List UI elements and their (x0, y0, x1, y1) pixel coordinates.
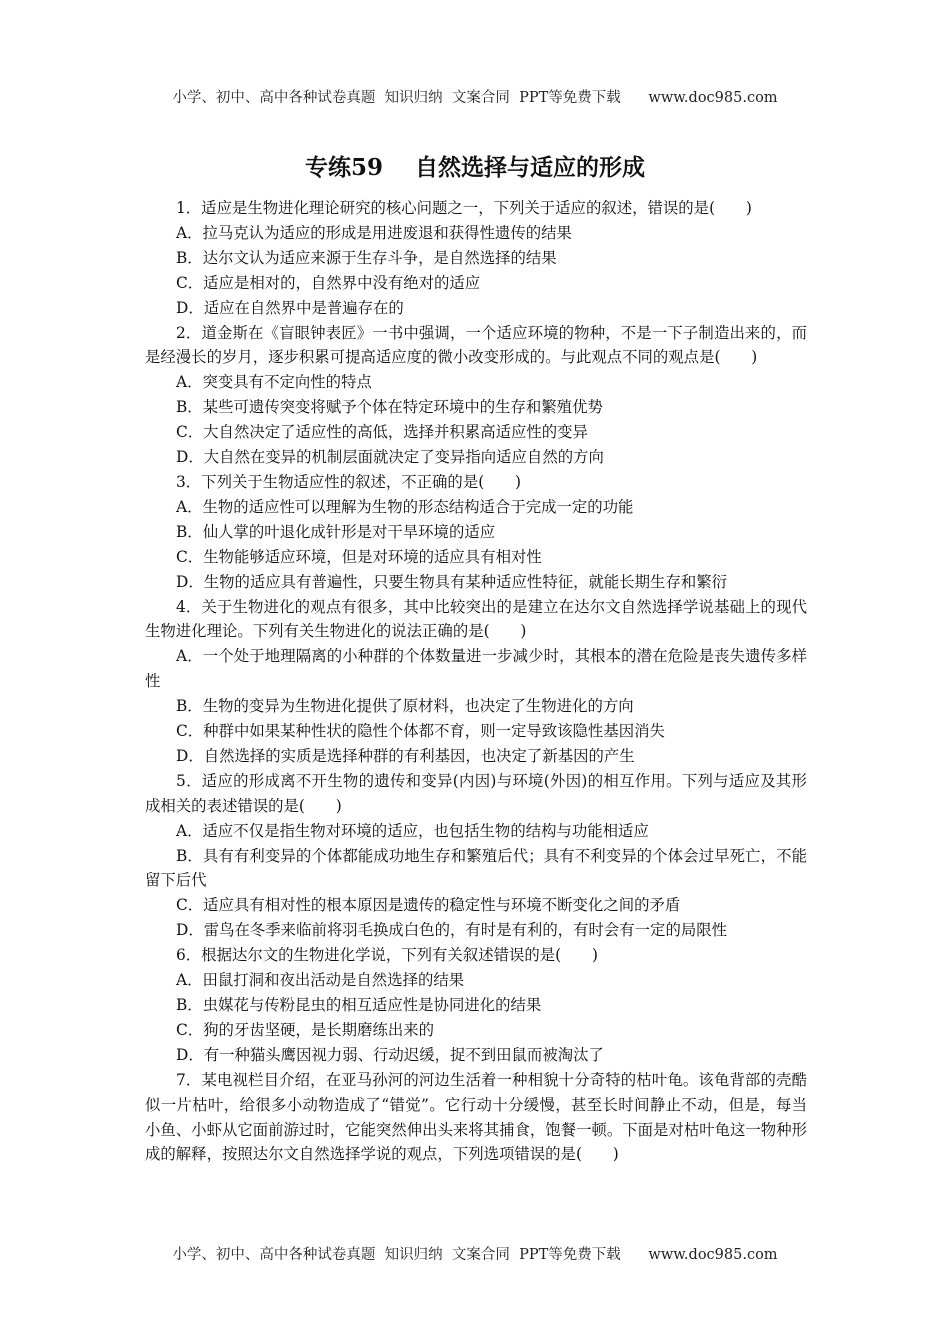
q1-stem: 1．适应是生物进化理论研究的核心问题之一，下列关于适应的叙述，错误的是( ) (176, 199, 752, 217)
q3-stem: 3．下列关于生物适应性的叙述，不正确的是( ) (176, 472, 522, 491)
q3-option-b: B．仙人掌的叶退化成针形是对干旱环境的适应 (176, 522, 496, 541)
q4-option-b: B．生物的变异为生物进化提供了原材料，也决定了生物进化的方向 (176, 697, 634, 716)
q2-option-c: C．大自然决定了适应性的高低，选择并积累高适应性的变异 (176, 423, 588, 442)
q3-option-d: D．生物的适应具有普遍性，只要生物具有某种适应性特征，就能长期生存和繁衍 (176, 572, 728, 591)
q1-option-d: D．适应在自然界中是普遍存在的 (176, 298, 404, 317)
q4-option-a: A．一个处于地理隔离的小种群的个体数量进一步减少时，其根本的潜在危险是丧失遗传多样性 (145, 647, 807, 691)
q6-stem: 6．根据达尔文的生物进化学说，下列有关叙述错误的是( ) (176, 946, 598, 965)
q6-option-b: B．虫媒花与传粉昆虫的相互适应性是协同进化的结果 (176, 996, 542, 1014)
q6-option-a: A．田鼠打洞和夜出活动是自然选择的结果 (176, 971, 465, 990)
q2-option-d: D．大自然在变异的机制层面就决定了变异指向适应自然的方向 (176, 448, 604, 467)
q3-option-c: C．生物能够适应环境，但是对环境的适应具有相对性 (176, 547, 542, 566)
q7-stem: 7．某电视栏目介绍，在亚马孙河的河边生活着一种相貌十分奇特的枯叶龟。该龟背部的壳酷似一片枯叶，给很多小动物造成了“错觉”。它行动十分缓慢，甚至长时间静止不动，但是，每当小鱼、小虾从它面前游过时，它能突然伸出头来将其捕食，饱餐一顿。下面是对枯叶龟这一物种形成的解释，按照达尔文自然选择学说的观点，下列选项错误的是( ) (145, 1070, 807, 1164)
q5-option-c: C．适应具有相对性的根本原因是遗传的稳定性与环境不断变化之间的矛盾 (176, 896, 681, 915)
q3-option-a: A．生物的适应性可以理解为生物的形态结构适合于完成一定的功能 (176, 497, 634, 516)
q1-option-a: A．拉马克认为适应的形成是用进废退和获得性遗传的结果 (176, 223, 572, 242)
q5-stem: 5．适应的形成离不开生物的遗传和变异(内因)与环境(外因)的相互作用。下列与适应及其形成相关的表述错误的是( ) (145, 771, 807, 815)
page-title: 专练59 自然选择与适应的形成 (304, 154, 646, 181)
q1-option-b: B．达尔文认为适应来源于生存斗争，是自然选择的结果 (176, 248, 557, 267)
q5-option-a: A．适应不仅是指生物对环境的适应，也包括生物的结构与功能相适应 (176, 821, 649, 840)
q2-stem: 2．道金斯在《盲眼钟表匠》一书中强调，一个适应环境的物种，不是一下子制造出来的，而是经漫长的岁月，逐步积累可提高适应度的微小改变形成的。与此观点不同的观点是( ) (145, 323, 807, 367)
q6-option-c: C．狗的牙齿坚硬，是长期磨练出来的 (176, 1020, 435, 1039)
header-banner: 小学、初中、高中各种试卷真题 知识归纳 文案合同 PPT等免费下载 www.doc985.com (172, 90, 778, 106)
q1-option-c: C．适应是相对的，自然界中没有绝对的适应 (176, 273, 481, 292)
q5-option-d: D．雷鸟在冬季来临前将羽毛换成白色的，有时是有利的，有时会有一定的局限性 (176, 921, 728, 940)
question-body (145, 196, 807, 1167)
q4-stem: 4．关于生物进化的观点有很多，其中比较突出的是建立在达尔文自然选择学说基础上的现代生物进化理论。下列有关生物进化的说法正确的是( ) (145, 597, 807, 641)
q6-option-d: D．有一种猫头鹰因视力弱、行动迟缓，捉不到田鼠而被淘汰了 (176, 1045, 604, 1064)
q5-option-b: B．具有有利变异的个体都能成功地生存和繁殖后代；具有不利变异的个体会过早死亡，不能留下后代 (145, 846, 807, 890)
q2-option-b: B．某些可遗传突变将赋予个体在特定环境中的生存和繁殖优势 (176, 398, 603, 417)
q2-option-a: A．突变具有不定向性的特点 (176, 373, 372, 392)
q4-option-c: C．种群中如果某种性状的隐性个体都不育，则一定导致该隐性基因消失 (176, 722, 665, 741)
footer-banner: 小学、初中、高中各种试卷真题 知识归纳 文案合同 PPT等免费下载 www.doc985.com (172, 1247, 778, 1263)
q4-option-d: D．自然选择的实质是选择种群的有利基因，也决定了新基因的产生 (176, 746, 635, 765)
